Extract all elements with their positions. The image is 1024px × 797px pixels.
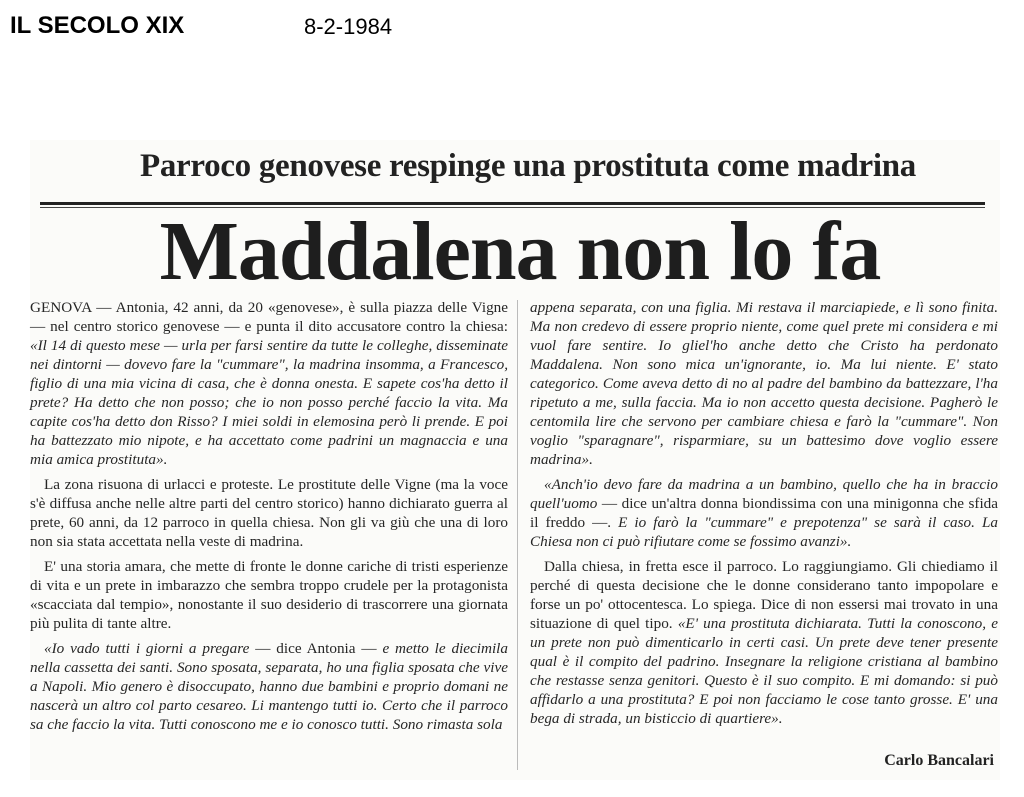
quote-text: «E' una prostituta dichiarata. Tutti la conoscono, e un prete non può dimenticarlo in certi casi. Un prete deve tener presente qual è il compito del padrino. Insegnare la religione cristiana al bambino che restasse senza genitori. Questo è il suo compito. E mi domando: si può affidarlo a una prostituta? E poi non facciamo le cose tanto grosse. E' una bega di strada, un bisticcio di quartiere». <box>530 615 998 727</box>
publication-date: 8-2-1984 <box>304 14 393 39</box>
paragraph <box>30 298 508 469</box>
quote-text: «Anch'io devo fare da madrina a un bambino, quello che ha in braccio quell'uomo <box>530 476 998 512</box>
paragraph: appena separata, con una figlia. Mi restava il marciapiede, e lì sono finita. Ma non credevo di essere proprio niente, come quel prete mi considera e mi vuol fare sentire. Io gliel'ho anche detto che Cristo ha perdonato Maddalena. Non sono mica un'ignorante, io. Ma lui niente. E' stato categorico. Come aveva detto di no al padre del bambino da battezzare, l'ha ripetuto a me, sulla faccia. Ma io non accetto questa decisione. Pagherò le centomila lire che servono per cambiare chiesa e farò la "cummare". Non voglio "sparagnare", risparmiare, su un battesimo dove voglio essere madrina». <box>530 299 998 468</box>
article-kicker: Parroco genovese respinge una prostituta come madrina <box>139 148 917 184</box>
article-column-left <box>30 298 508 734</box>
paragraph-text: — dice un'altra donna biondissima con una minigonna che sfida il freddo —. <box>530 495 998 531</box>
paragraph-text: — dice Antonia — <box>249 640 383 657</box>
newspaper-clipping <box>30 140 1000 780</box>
quote-text: e metto le diecimila nella cassetta dei santi. Sono sposata, separata, ho una figlia sposata che vive a Napoli. Mio genero è disoccupato, hanno due bambini e proprio domani ne nascerà un altro col parto cesareo. Li mantengo tutti io. Certo che il parroco sa che faccio la vita. Tutti conoscono me e io conosco tutti. Sono rimasta sola <box>30 640 508 733</box>
paragraph-text: Dalla chiesa, in fretta esce il parroco. Lo raggiungiamo. Gli chiediamo il perché di questa decisione che le donne considerano tanto impopolare e forse un po' ottocentesca. Lo spiega. Dice di non essersi mai trovato in una situazione di quel tipo. <box>530 558 998 632</box>
paragraph <box>30 639 508 734</box>
source-name: IL SECOLO XIX <box>10 12 185 39</box>
quote-text: «Il 14 di questo mese — urla per farsi sentire da tutte le colleghe, disseminate nei dintorni — dovevo fare la "cummare", la madrina insomma, a Francesco, figlio di una mia vicina di casa, che è donna onesta. E sapete cos'ha detto il prete? Ha detto che non posso; che io non posso perché faccio la vita. Ma capite cos'ha detto don Risso? I miei soldi in elemosina però li prende. E poi ha battezzato mio nipote, e ha accettato come padrini un magnaccia e una mia amica prostituta». <box>30 337 508 468</box>
article-headline: Maddalena non lo fa <box>159 205 881 298</box>
paragraph: La zona risuona di urlacci e proteste. Le prostitute delle Vigne (ma la voce s'è diffusa anche nelle altre parti del centro storico) hanno dichiarato guerra al prete, 60 anni, da 12 parroco in quella chiesa. Non gli va giù che una di loro non sia stata accettata nella veste di madrina. <box>30 476 508 550</box>
paragraph: E' una storia amara, che mette di fronte le donne cariche di tristi esperienze di vita e un prete in imbarazzo che sembra troppo crudele per la protagonista «scacciata dal tempio», nonostante il suo desiderio di trascorrere una giornata più pulita di tante altre. <box>30 558 508 632</box>
paragraph-text: GENOVA — Antonia, 42 anni, da 20 «genovese», è sulla piazza delle Vigne — nel centro storico genovese — e punta il dito accusatore contro la chiesa: <box>30 299 508 335</box>
quote-text: «Io vado tutti i giorni a pregare <box>44 640 250 657</box>
paragraph <box>530 475 998 551</box>
article-byline: Carlo Bancalari <box>884 752 994 769</box>
article-column-right <box>530 298 998 728</box>
column-divider <box>517 300 518 770</box>
quote-text: E io farò la "cummare" e prepotenza" se sarà il caso. La Chiesa non ci può rifiutare come se fossimo avanzi». <box>530 514 999 550</box>
paragraph <box>530 557 998 728</box>
